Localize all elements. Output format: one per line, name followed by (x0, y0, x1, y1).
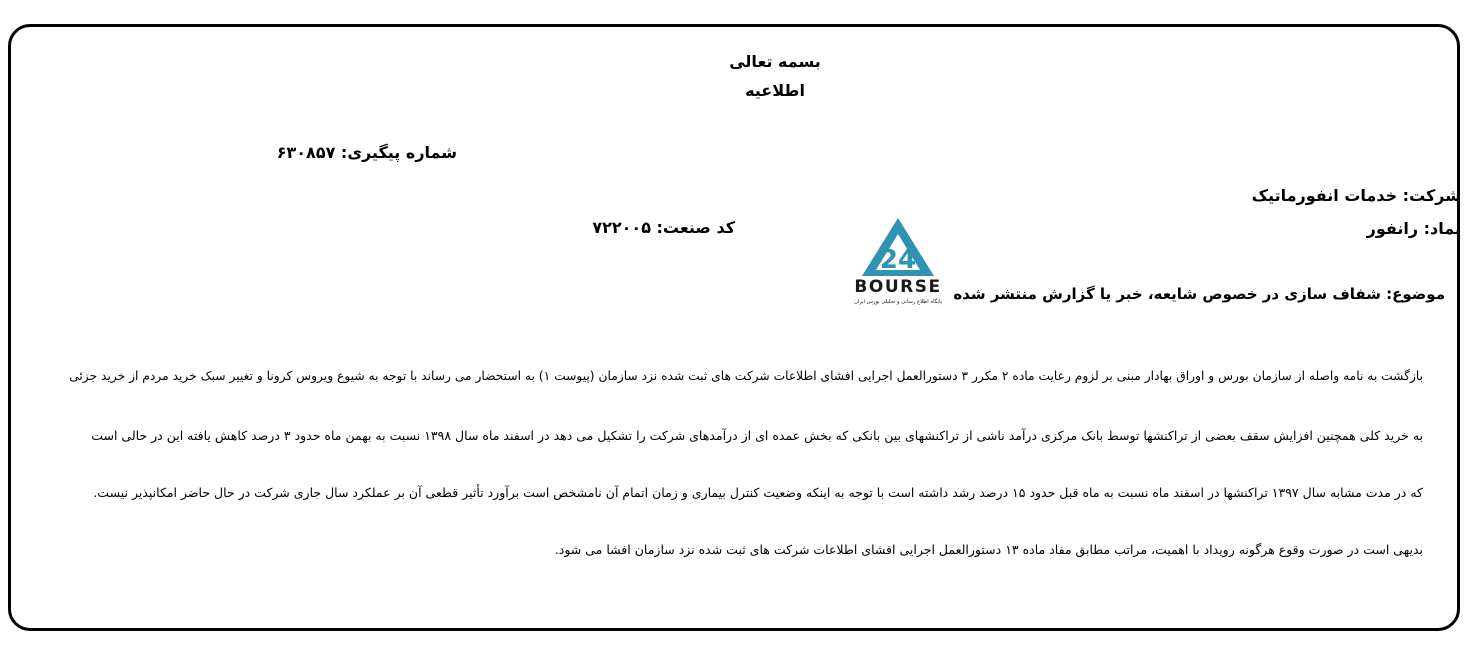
company-name: شرکت: خدمات انفورماتیک (1251, 186, 1461, 205)
announcement-title: اطلاعیه (745, 81, 805, 100)
logo-tagline: پایگاه اطلاع رسانی و تحلیلی بورس ایران (853, 299, 943, 305)
body-line: که در مدت مشابه سال ۱۳۹۷ تراکنشها در اسفند ماه نسبت به ماه قبل حدود ۱۵ درصد رشد داشته است با توجه به اینکه وضعیت کنترل بیماری و زمان اتمام آن نامشخص است برآورد تأثیر قطعی آن بر عملکرد سال جاری شرکت در حال حاضر امکانپذیر نیست. (93, 485, 1423, 500)
bourse24-logo-graphic (842, 210, 954, 310)
bourse24-logo (842, 210, 954, 310)
basmala-heading: بسمه تعالی (729, 52, 821, 71)
body-line: به خرید کلی همچنین افزایش سقف بعضی از تراکنشها توسط بانک مرکزی درآمد ناشی از تراکنشهای بین بانکی که بخش عمده ای از درآمدهای شرکت را تشکیل می دهد در اسفند ماه سال ۱۳۹۸ نسبت به بهمن ماه حدود ۳ درصد کاهش یافته این در حالی است (91, 428, 1423, 443)
industry-code: کد صنعت: ۷۲۲۰۰۵ (592, 218, 735, 237)
logo-brand: BOURSE (854, 277, 942, 297)
body-line: بازگشت به نامه واصله از سازمان بورس و اوراق بهادار مبنی بر لزوم رعایت ماده ۲ مکرر ۳ دستورالعمل اجرایی افشای اطلاعات شرکت های ثبت شده نزد سازمان (پیوست ۱) به استحضار می رساند با توجه به شیوع ویروس کرونا و تغییر سبک خرید مردم از خرید جزئی (69, 369, 1423, 383)
body-line: بدیهی است در صورت وقوع هرگونه رویداد با اهمیت، مراتب مطابق مفاد ماده ۱۳ دستورالعمل اجرایی افشای اطلاعات شرکت های ثبت شده نزد سازمان افشا می شود. (554, 542, 1423, 557)
tracking-number: شماره پیگیری: ۶۳۰۸۵۷ (276, 143, 457, 162)
logo-number: 24 (879, 245, 917, 275)
document-frame (8, 24, 1460, 631)
subject-line: موضوع: شفاف سازی در خصوص شایعه، خبر یا گزارش منتشر شده (953, 285, 1445, 303)
stock-symbol: نماد: رانفور (1366, 219, 1461, 238)
